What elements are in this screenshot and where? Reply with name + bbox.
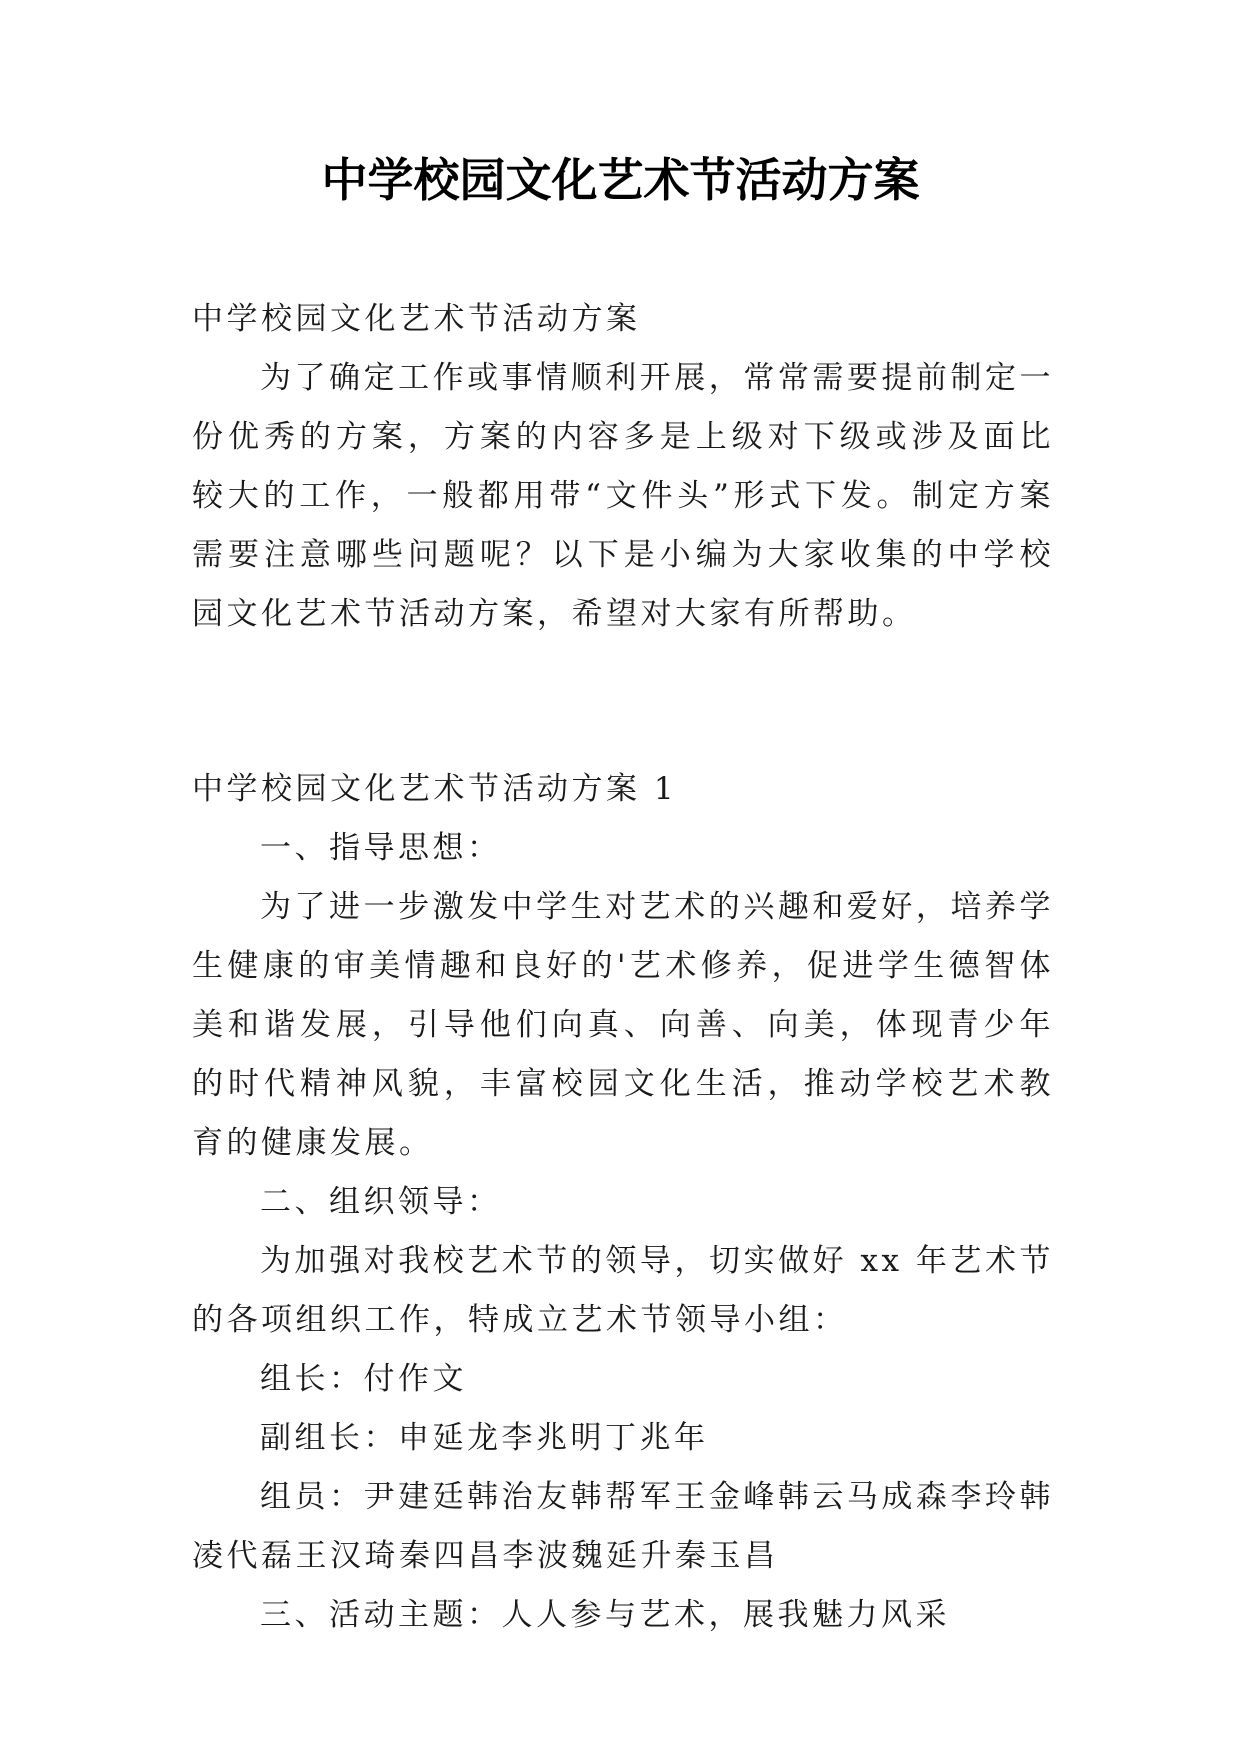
page-title: 中学校园文化艺术节活动方案 [321,153,920,207]
group-members: 组员：尹建廷韩治友韩帮军王金峰韩云马成森李玲韩凌代磊王汉琦秦四昌李波魏延升秦玉昌 [192,1479,1054,1574]
guiding-thought-text: 为了进一步激发中学生对艺术的兴趣和爱好，培养学生健康的审美情趣和良好的'艺术修养，促进学生德智体美和谐发展，引导他们向真、向善、向美，体现青少年的时代精神风貌，丰富校园文化生活，推动学校艺术教育的健康发展。 [192,889,1054,1161]
intro-section [192,290,1054,644]
guiding-thought-title: 一、指导思想： [260,830,502,866]
group-leader: 组长：付作文 [260,1361,467,1397]
intro-heading: 中学校园文化艺术节活动方案 [192,301,641,337]
intro-paragraph: 为了确定工作或事情顺利开展，常常需要提前制定一份优秀的方案，方案的内容多是上级对下级或涉及面比较大的工作，一般都用带“文件头”形式下发。制定方案需要注意哪些问题呢？以下是小编为大家收集的中学校园文化艺术节活动方案，希望对大家有所帮助。 [192,360,1054,632]
plan-section-1 [192,760,1054,1645]
section-heading: 中学校园文化艺术节活动方案 1 [192,771,678,807]
deputy-leaders: 副组长：申延龙李兆明丁兆年 [260,1420,709,1456]
organization-title: 二、组织领导： [260,1184,502,1220]
activity-theme: 三、活动主题：人人参与艺术，展我魅力风采 [260,1597,950,1633]
organization-text: 为加强对我校艺术节的领导，切实做好 xx 年艺术节的各项组织工作，特成立艺术节领导小组： [192,1243,1054,1338]
